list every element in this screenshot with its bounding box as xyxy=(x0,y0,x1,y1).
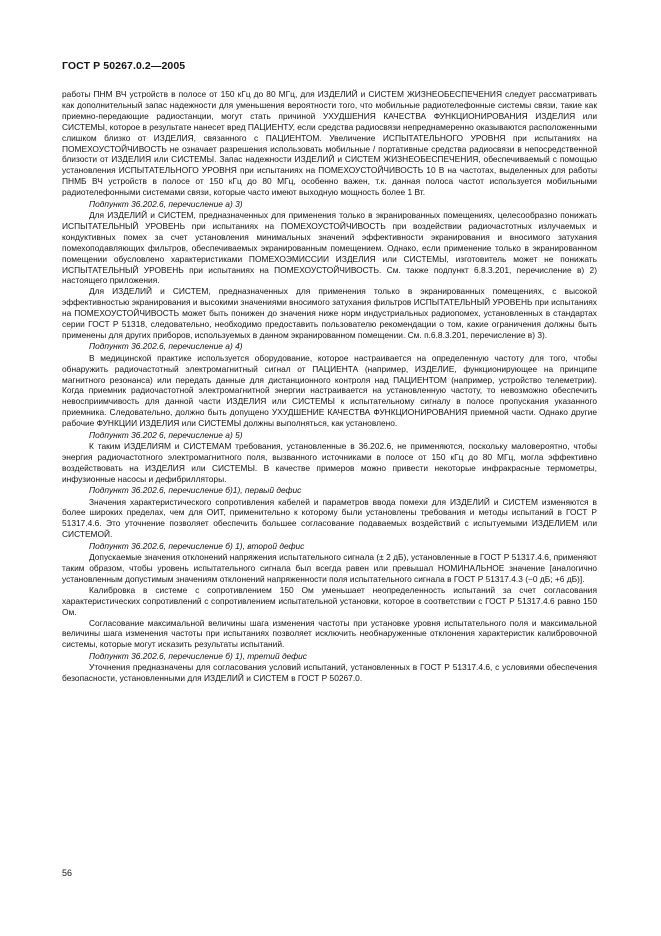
page-number: 56 xyxy=(62,868,73,878)
subclause-heading: Подпункт 36.202.6, перечисление а) 4) xyxy=(89,341,243,352)
subclause-heading: Подпункт 36.202.6, перечисление а) 3) xyxy=(89,198,243,209)
subclause-heading: Подпункт 36.202 6, перечисление а) 5) xyxy=(89,429,243,440)
paragraph: Для ИЗДЕЛИЙ и СИСТЕМ, предназначенных для применения только в экранированных помещениях, с высокой эффективностью экранирования и высокими значениями вносимого затухания фильтров ИСПЫТАТЕЛЬНЫЙ УРОВЕНЬ при испытаниях на ПОМЕХОУСТОЙЧИВОСТЬ может быть понижен до значения ниже норм индустриальных радиопомех, установленных в стандартах серии ГОСТ Р 51318, следовательно, необходимо предоставить пользователю рекомендации о том, какие ограничения должны быть применены для других приборов, используемых в данном экранированном помещении. См. п.6.8.3.201, перечисление в) 3). xyxy=(62,286,597,340)
subclause-heading: Подпункт 36.202.6, перечисление б)1), первый дефис xyxy=(89,485,302,496)
paragraph: Для ИЗДЕЛИЙ и СИСТЕМ, предназначенных для применения только в экранированных помещениях, целесообразно понижать ИСПЫТАТЕЛЬНЫЙ УРОВЕНЬ при испытаниях на ПОМЕХОУСТОЙЧИВОСТЬ при воздействии радиочастотных излучаемых и кондуктивных помех за счет установления минимальных значений эффективности экранирования и вносимого затухания помехоподавляющих фильтров, обеспечиваемых экранированным помещением. Однако, если применение только в экранированном помещении обусловлено характеристиками ПОМЕХОЭМИССИИ ИЗДЕЛИЯ или СИСТЕМЫ, изготовитель может не понижать ИСПЫТАТЕЛЬНЫЙ УРОВЕНЬ при испытаниях на ПОМЕХОУСТОЙЧИВОСТЬ. См. также подпункт 6.8.3.201, перечисление в) 2) настоящего приложения. xyxy=(62,209,597,286)
paragraph: Допускаемые значения отклонений напряжения испытательного сигнала (± 2 дБ), установленные в ГОСТ Р 51317.4.6, применяют таким образом, чтобы уровень испытательного сигнала был всегда равен или превышал НОМИНАЛЬНОЕ значение [аналогично установленным допустимым значениям отклонений напряженности поля испытательного сигнала в ГОСТ Р 51317.4.3 (−0 дБ; +6 дБ)]. xyxy=(62,552,597,584)
subclause-heading: Подпункт 36.202.6, перечисление б) 1), второй дефис xyxy=(89,540,305,551)
document-body xyxy=(62,89,597,684)
paragraph: К таким ИЗДЕЛИЯМ и СИСТЕМАМ требования, установленные в 36.202.6, не применяются, поскольку маловероятно, чтобы энергия радиочастотного электромагнитного поля, вызванного источниками в полосе от 150 кГц до 80 МГц, могла эффективно воздействовать на ИЗДЕЛИЯ или СИСТЕМЫ. В качестве примеров можно привести некоторые инфракрасные термометры, инфузионные насосы и дефибрилляторы. xyxy=(62,441,597,484)
document-header: ГОСТ Р 50267.0.2—2005 xyxy=(62,60,186,72)
paragraph: Калибровка в системе с сопротивлением 150 Ом уменьшает неопределенность испытаний за счет согласования характеристических сопротивлений с сопротивлением испытательной установки, которое в соответствии с ГОСТ Р 51317.4.6 равно 150 Ом. xyxy=(62,584,597,617)
paragraph: Согласование максимальной величины шага изменения частоты при установке уровня испытательного поля и максимальной величины шага изменения частоты при испытаниях позволяет исключить необнаруженные отклонения характеристик калибровочной системы, которые могут исказить результаты испытаний. xyxy=(62,617,597,650)
paragraph: Значения характеристического сопротивления кабелей и параметров ввода помехи для ИЗДЕЛИЙ и СИСТЕМ изменяются в более широких пределах, чем для ОИТ, применительно к которому были установлены требования и методы испытаний в ГОСТ Р 51317.4.6. Это уточнение позволяет обеспечить большее согласование подаваемых воздействий с испытуемыми ИЗДЕЛИЕМ или СИСТЕМОЙ. xyxy=(62,496,597,540)
paragraph: В медицинской практике используется оборудование, которое настраивается на определенную частоту для того, чтобы обнаружить радиочастотный электромагнитный сигнал от ПАЦИЕНТА (например, ИЗДЕЛИЕ, функционирующее на принципе магнитного резонанса) или передать данные для дистанционного контроля над ПАЦИЕНТОМ (например, устройство телеметрии). Когда приемник радиочастотной электромагнитной энергии настраивается на установленную частоту, то невозможно обеспечить невосприимчивость для данной части ИЗДЕЛИЯ или СИСТЕМЫ к испытательному сигналу в полосе пропускания указанного приемника. Следовательно, должно быть допущено УХУДШЕНИЕ КАЧЕСТВА ФУНКЦИОНИРОВАНИЯ приемной части. Однако другие рабочие ФУНКЦИИ ИЗДЕЛИЯ или СИСТЕМЫ должны выполняться, как установлено. xyxy=(62,352,597,429)
subclause-heading: Подпункт 36.202.6, перечисление б) 1), третий дефис xyxy=(89,650,307,661)
paragraph: Уточнения предназначены для согласования условий испытаний, установленных в ГОСТ Р 51317.4.6, с условиями обеспечения безопасности, установленными для ИЗДЕЛИЙ и СИСТЕМ в ГОСТ Р 50267.0. xyxy=(62,662,597,684)
paragraph: работы ПНМ ВЧ устройств в полосе от 150 кГц до 80 МГц, для ИЗДЕЛИЙ и СИСТЕМ ЖИЗНЕОБЕСПЕЧЕНИЯ следует рассматривать как дополнительный запас надежности для уменьшения вероятности того, что мобильные радиотелефонные системы связи, такие как приемно-передающие радиостанции, могут стать причиной УХУДШЕНИЯ КАЧЕСТВА ФУНКЦИОНИРОВАНИЯ ИЗДЕЛИЯ или СИСТЕМЫ, которое в результате нанесет вред ПАЦИЕНТУ, если средства радиосвязи непреднамеренно оказываются расположенными слишком близко от ИЗДЕЛИЯ, связанного с ПАЦИЕНТОМ. Увеличение ИСПЫТАТЕЛЬНОГО УРОВНЯ при испытаниях на ПОМЕХОУСТОЙЧИВОСТЬ не означает разрешения использовать мобильные / портативные средства радиосвязи в непосредственной близости от ИЗДЕЛИЯ или СИСТЕМЫ. Запас надежности ИЗДЕЛИЙ и СИСТЕМ ЖИЗНЕОБЕСПЕЧЕНИЯ, обеспечиваемый с помощью установления ИСПЫТАТЕЛЬНОГО УРОВНЯ при испытаниях на ПОМЕХОУСТОЙЧИВОСТЬ 10 В на частотах, выделенных для работы ПНМБ ВЧ устройств в полосе от 150 кГц до 80 МГц, особенно важен, т.к. данная полоса частот используется мобильными радиотелефонными системами связи, которые часто имеют выходную мощность более 1 Вт. xyxy=(62,89,597,198)
